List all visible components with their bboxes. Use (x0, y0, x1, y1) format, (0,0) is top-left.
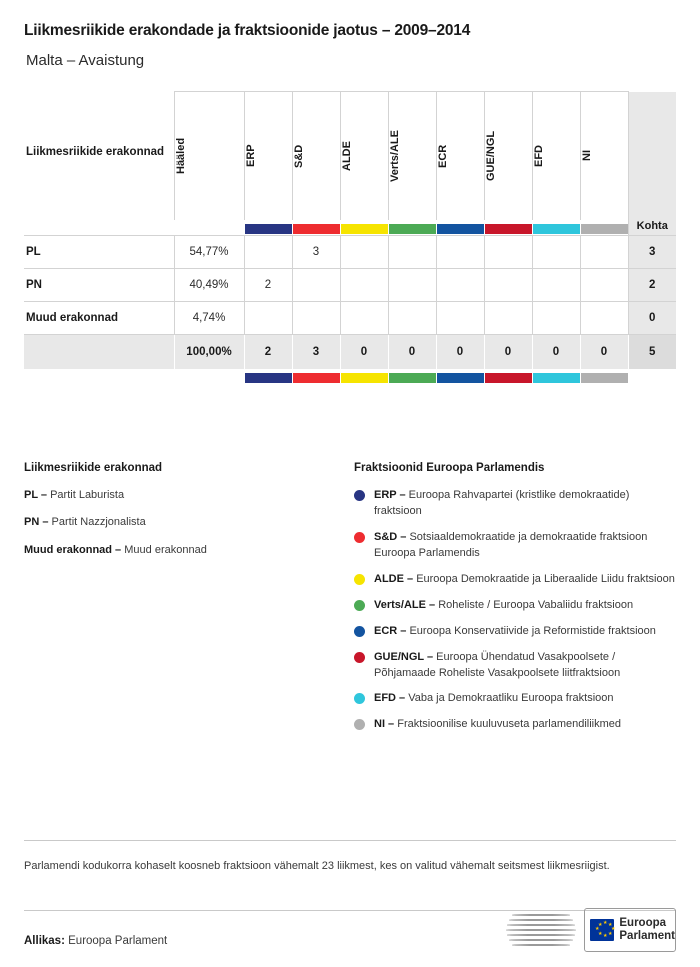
legend-group-text (374, 624, 656, 640)
legend-group-name: Euroopa Konservatiivide ja Reformistide fraktsioon (409, 624, 656, 637)
total-cell-erp: 2 (244, 335, 292, 369)
header-cell-votes (174, 92, 244, 220)
page-title: Liikmesriikide erakondade ja fraktsioonide jaotus – 2009–2014 (24, 22, 471, 39)
legend-group-item (354, 572, 676, 588)
legend-group-text (374, 598, 633, 614)
legend-group-name: Fraktsioonilise kuuluvuseta parlamendiliikmed (397, 718, 622, 731)
total-cell-alde: 0 (340, 335, 388, 369)
ep-name-line1: Euroopa (619, 916, 667, 929)
header-cell-group-ni (580, 92, 628, 220)
header-cell-party (24, 92, 174, 220)
table-header-row (24, 92, 676, 220)
legend-group-name: Vaba ja Demokraatliku Euroopa fraktsioon (408, 692, 614, 705)
color-bar-ecr (436, 220, 484, 236)
legend-group-abbr: EFD – (374, 692, 406, 705)
legend-group-name: Euroopa Rahvapartei (kristlike demokraatide) fraktsioon (374, 489, 630, 517)
total-seats: 5 (628, 335, 676, 369)
legend-group-abbr: Verts/ALE – (374, 598, 436, 611)
header-cell-group-vertsale (388, 92, 436, 220)
row-seats: 0 (628, 302, 676, 335)
total-cell-guengl: 0 (484, 335, 532, 369)
row-cell-sd (292, 269, 340, 302)
eu-stars-icon: ★ ★ ★ ★ ★ ★ ★ ★ (590, 919, 614, 941)
color-bar-alde (340, 369, 388, 385)
color-bar-erp (244, 369, 292, 385)
color-bar-ni (580, 369, 628, 385)
legend-party-name: Partit Laburista (50, 489, 125, 501)
row-cell-guengl (484, 302, 532, 335)
legend-group-name: Euroopa Demokraatide ja Liberaalide Liidu fraktsioon (416, 572, 675, 585)
distribution-table (24, 91, 676, 385)
group-header-label: Verts/ALE (388, 129, 401, 182)
total-label (24, 335, 174, 369)
row-cell-sd (292, 302, 340, 335)
group-header-label: S&D (292, 143, 305, 168)
total-cell-efd: 0 (532, 335, 580, 369)
row-cell-alde (340, 269, 388, 302)
group-color-dot-icon (354, 626, 365, 637)
color-bar-erp (244, 220, 292, 236)
total-cell-ni: 0 (580, 335, 628, 369)
row-cell-guengl (484, 236, 532, 269)
legend-party-item (24, 543, 354, 558)
legend-party-name: Partit Nazzjonalista (51, 516, 146, 529)
legend-group-text (374, 717, 621, 733)
legend-group-abbr: GUE/NGL – (374, 650, 434, 663)
color-bar-efd (532, 369, 580, 385)
color-bar-guengl (484, 369, 532, 385)
table-row (24, 269, 676, 302)
row-cell-erp (244, 302, 292, 335)
legend-group-text (374, 530, 676, 562)
ep-name-line2: Parlament (619, 930, 675, 942)
divider-top (24, 840, 676, 841)
row-cell-guengl (484, 269, 532, 302)
legend-group-item (354, 530, 676, 562)
header-cell-group-guengl (484, 92, 532, 220)
bar-spacer (24, 220, 174, 236)
source-line (24, 935, 167, 947)
row-votes: 54,77% (174, 236, 244, 269)
row-votes: 4,74% (174, 302, 244, 335)
header-cell-group-efd (532, 92, 580, 220)
color-bar-efd (532, 220, 580, 236)
row-party-name: PL (24, 236, 174, 269)
seats-column-header: Kohta (628, 220, 676, 236)
row-cell-ecr (436, 302, 484, 335)
legend-group-item (354, 650, 676, 682)
legend-group-item (354, 624, 676, 640)
color-bar-sd (292, 369, 340, 385)
row-cell-alde (340, 302, 388, 335)
row-cell-vertsale (388, 302, 436, 335)
group-header-label: NI (580, 150, 593, 161)
color-bar-alde (340, 220, 388, 236)
group-header-label: ECR (436, 143, 449, 168)
row-cell-erp: 2 (244, 269, 292, 302)
bar-spacer (174, 220, 244, 236)
legend-group-text (374, 488, 676, 520)
legend-group-item (354, 598, 676, 614)
legend-group-text (374, 572, 675, 588)
legend-group-text (374, 691, 614, 707)
table-row (24, 302, 676, 335)
group-header-label: ERP (244, 144, 257, 167)
bar-spacer (24, 369, 174, 385)
group-color-dot-icon (354, 532, 365, 543)
legend-groups-title: Fraktsioonid Euroopa Parlamendis (354, 462, 545, 474)
header-cell-group-erp (244, 92, 292, 220)
group-color-dot-icon (354, 693, 365, 704)
row-cell-ni (580, 269, 628, 302)
legend-group-abbr: ECR – (374, 624, 407, 637)
legend-group-text (374, 650, 676, 682)
group-color-bar-row-bottom (24, 369, 676, 385)
source-value: Euroopa Parlament (68, 935, 168, 947)
total-cell-sd: 3 (292, 335, 340, 369)
total-votes: 100,00% (174, 335, 244, 369)
group-color-bar-row (24, 220, 676, 236)
party-column-header: Liikmesriikide erakonnad (26, 145, 165, 158)
footnote: Parlamendi kodukorra kohaselt koosneb fraktsioon vähemalt 23 liikmest, kes on valitud vähemalt seitsmest liikmesriigist. (24, 860, 610, 872)
group-color-dot-icon (354, 490, 365, 501)
legend-group-name: Euroopa Ühendatud Vasakpoolsete / Põhjamaade Roheliste Vasakpoolsete liitfraktsioon (374, 650, 621, 679)
row-cell-vertsale (388, 269, 436, 302)
legend-group-item (354, 488, 676, 520)
group-header-label: GUE/NGL (484, 130, 497, 181)
group-color-dot-icon (354, 600, 365, 611)
ep-name-text (619, 917, 675, 943)
votes-column-header: Hääled (174, 137, 187, 174)
legend-party-item (24, 515, 354, 530)
color-bar-vertsale (388, 220, 436, 236)
row-cell-erp (244, 236, 292, 269)
row-cell-alde (340, 236, 388, 269)
legend-groups (354, 462, 676, 743)
bar-spacer-seats (628, 369, 676, 385)
group-color-dot-icon (354, 652, 365, 663)
table-row (24, 236, 676, 269)
row-cell-ni (580, 302, 628, 335)
row-votes: 40,49% (174, 269, 244, 302)
color-bar-ni (580, 220, 628, 236)
header-cell-group-ecr (436, 92, 484, 220)
row-cell-ecr (436, 236, 484, 269)
header-cell-group-alde (340, 92, 388, 220)
row-party-name: PN (24, 269, 174, 302)
row-cell-vertsale (388, 236, 436, 269)
ep-flag-icon (506, 908, 576, 952)
legend-group-abbr: ALDE – (374, 572, 414, 585)
ep-wordmark (584, 908, 676, 952)
row-seats: 2 (628, 269, 676, 302)
row-cell-ecr (436, 269, 484, 302)
legend-party-abbr: Muud erakonnad – (24, 543, 122, 556)
total-cell-vertsale: 0 (388, 335, 436, 369)
legend-party-item (24, 488, 354, 503)
group-header-label: ALDE (340, 140, 353, 171)
group-color-dot-icon (354, 719, 365, 730)
row-seats: 3 (628, 236, 676, 269)
color-bar-ecr (436, 369, 484, 385)
bar-spacer (174, 369, 244, 385)
legend-parties (24, 462, 354, 743)
color-bar-sd (292, 220, 340, 236)
row-cell-efd (532, 236, 580, 269)
legend-group-name: Roheliste / Euroopa Vabaliidu fraktsioon (438, 598, 634, 611)
header-cell-group-sd (292, 92, 340, 220)
legend-group-item (354, 717, 676, 733)
legend (24, 462, 676, 743)
page-subtitle: Malta – Avaistung (26, 52, 145, 69)
total-cell-ecr: 0 (436, 335, 484, 369)
legend-group-item (354, 691, 676, 707)
legend-party-abbr: PN – (24, 516, 49, 529)
group-header-label: EFD (532, 144, 545, 167)
legend-group-name: Sotsiaaldemokraatide ja demokraatide fraktsioon Euroopa Parlamendis (374, 530, 648, 559)
row-cell-sd: 3 (292, 236, 340, 269)
source-label: Allikas: (24, 935, 65, 947)
european-parliament-logo (506, 908, 676, 952)
legend-party-abbr: PL – (24, 489, 48, 501)
color-bar-guengl (484, 220, 532, 236)
legend-party-name: Muud erakonnad (124, 543, 207, 556)
row-cell-efd (532, 269, 580, 302)
legend-group-abbr: S&D – (374, 530, 407, 543)
group-color-dot-icon (354, 574, 365, 585)
row-party-name: Muud erakonnad (24, 302, 174, 335)
header-cell-seats (628, 92, 676, 220)
row-cell-efd (532, 302, 580, 335)
legend-parties-title: Liikmesriikide erakonnad (24, 462, 163, 474)
row-cell-ni (580, 236, 628, 269)
legend-group-abbr: ERP – (374, 489, 406, 501)
legend-group-abbr: NI – (374, 718, 395, 731)
color-bar-vertsale (388, 369, 436, 385)
table-total-row (24, 335, 676, 369)
